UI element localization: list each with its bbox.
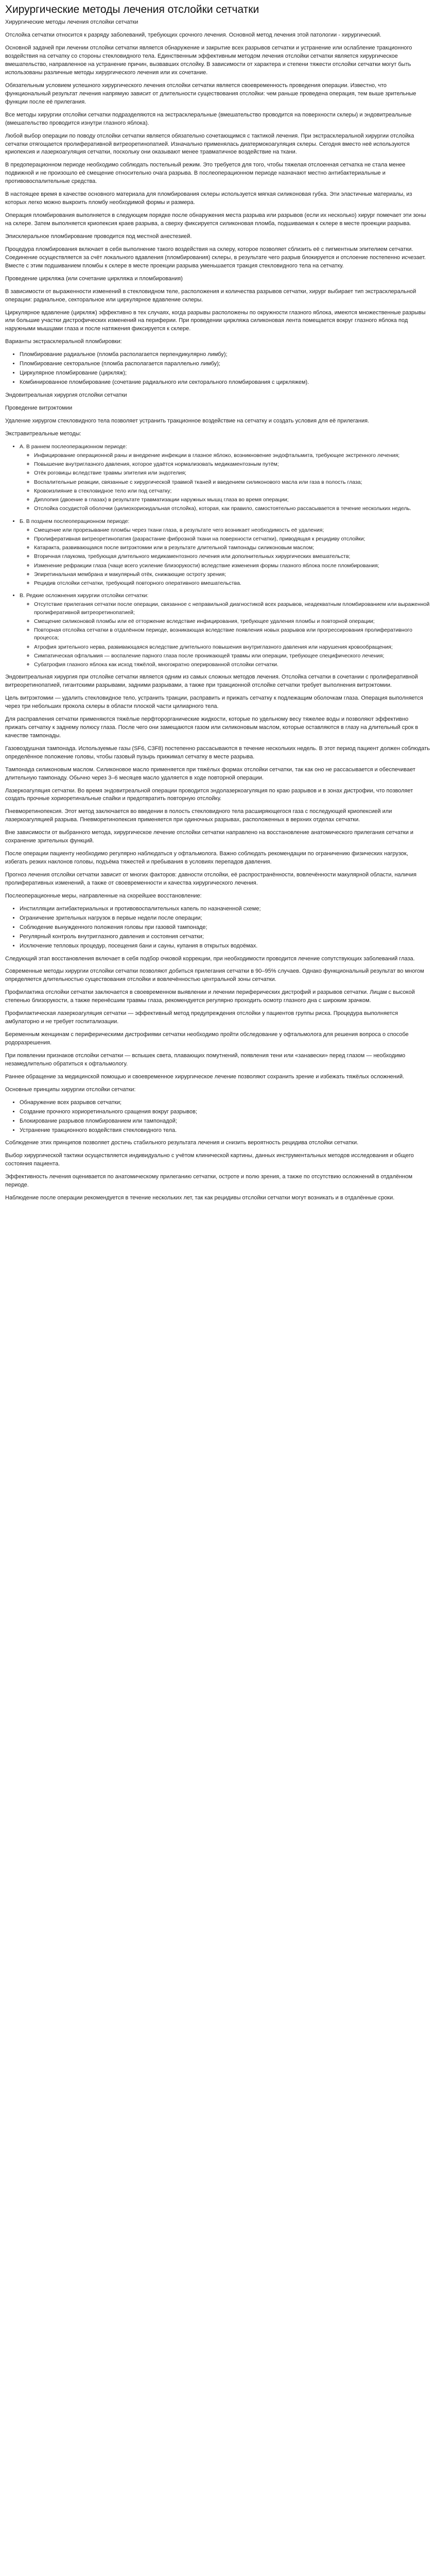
paragraph: Операция пломбирования выполняется в следующем порядке после обнаружения места разрыва или разрывов (если их несколько) хирург помечает эти зоны на склере. Затем выполняется криопексия краев разрыва, а сверху фиксируется силиконовая пломба, подшиваемая к склере в месте проекции разрыва.	[5, 212, 426, 227]
list-item: • Соблюдение вынужденного положения головы при газовой тампонаде;	[20, 924, 431, 932]
list-item: • Блокирование разрывов пломбированием или тампонадой;	[20, 1117, 431, 1126]
paragraph: Для расправления сетчатки применяются тяжёлые перфторорганические жидкости, которые по удельному весу тяжелее воды и позволяют эффективно прижать сетчатку к заднему полюсу глаза. После чего они замещаются газом или силиконовым маслом, которые оставляются в глазу на длительный срок в качестве тампонады.	[5, 716, 418, 739]
article	[0, 0, 436, 1217]
paragraph: Эписклеральное пломбирование проводится под местной анестезией.	[5, 233, 192, 240]
sublist	[34, 452, 431, 513]
paragraph: Эндовитреальная хирургия отслойки сетчатки	[5, 392, 127, 398]
list-plombing-variants	[20, 351, 431, 387]
paragraph: Основной задачей при лечении отслойки сетчатки является обнаружение и закрытие всех разрывов сетчатки и устранение или ослабление тракционного воздействия на сетчатку со стороны стекловидного тела. Единственным эффективным методом лечения отслойки сетчатки является хирургическое вмешательство, направленное на устранение причин, вызвавших отслойку. В зависимости от характера и степени тяжести отслойки сетчатки могут быть использованы различные методы хирургического лечения или их сочетание.	[5, 45, 412, 76]
list-item: ◦ Вторичная глаукома, требующая длительного медикаментозного лечения или дополнительных хирургических вмешательств;	[34, 553, 431, 561]
paragraph: Основные принципы хирургии отслойки сетчатки:	[5, 1086, 136, 1093]
paragraph: Эндовитреальная хирургия при отслойке сетчатки является одним из самых сложных методов лечения. Отслойка сетчатки в сочетании с пролиферативной витреоретинопатией, гигантскими разрывами, задними разрывами, а также при тракционной отслойке сетчатки требует выполнения витрэктомии.	[5, 674, 418, 689]
paragraph: Все методы хирургии отслойки сетчатки подразделяются на экстрасклеральные (вмешательство проводится на поверхности склеры) и эндовитреальные (вмешательство проводится изнутри глазного яблока).	[5, 111, 412, 126]
paragraph: Обязательным условием успешного хирургического лечения отслойки сетчатки является своевременность проведения операции. Известно, что функциональный результат лечения напрямую зависит от длительности существования отслойки: чем раньше проведена операция, тем выше зрительные функции после её прилегания.	[5, 82, 416, 105]
paragraph: Беременным женщинам с периферическими дистрофиями сетчатки необходимо пройти обследование у офтальмолога для решения вопроса о способе родоразрешения.	[5, 1031, 409, 1046]
paragraph: Соблюдение этих принципов позволяет достичь стабильного результата лечения и снизить вероятность рецидива отслойки сетчатки.	[5, 1140, 359, 1146]
list-item: ◦ Симпатическая офтальмия — воспаление парного глаза после проникающей травмы или операции, требующее специфического лечения;	[34, 652, 431, 660]
list-item: ◦ Воспалительные реакции, связанные с хирургической травмой тканей и введением силиконового масла или газа в полость глаза;	[34, 479, 431, 486]
list-item: ◦ Отслойка сосудистой оболочки (цилиохориоидальная отслойка), которая, как правило, самостоятельно рассасывается в течение нескольких недель.	[34, 505, 431, 513]
list-item: ◦ Пролиферативная витреоретинопатия (разрастание фиброзной ткани на поверхности сетчатки), приводящая к рецидиву отслойки;	[34, 535, 431, 543]
paragraph: Наблюдение после операции рекомендуется в течение нескольких лет, так как рецидивы отслойки сетчатки могут возникать и в отдалённые сроки.	[5, 1195, 395, 1201]
list-item: • Обнаружение всех разрывов сетчатки;	[20, 1099, 431, 1107]
paragraph: После операции пациенту необходимо регулярно наблюдаться у офтальмолога. Важно соблюдать рекомендации по ограничению физических нагрузок, избегать резких наклонов головы, подъёма тяжестей и пребывания в условиях перепадов давления.	[5, 851, 408, 866]
paragraph: В зависимости от выраженности изменений в стекловидном теле, расположения и количества разрывов сетчатки, хирург выбирает тип экстрасклеральной операции: радиальное, секторальное или циркулярное вдавление склеры.	[5, 288, 416, 303]
list-item: • Пломбирование радиальное (пломба располагается перпендикулярно лимбу);	[20, 351, 431, 359]
list-item: ◦ Изменение рефракции глаза (чаще всего усиление близорукости) вследствие изменения формы глазного яблока после пломбирования;	[34, 562, 431, 570]
paragraph: Пневморетинопексия. Этот метод заключается во введении в полость стекловидного тела расширяющегося газа с последующей криопексией или лазеркоагуляцией разрыва. Пневморетинопексия применяется при одиночных разрывах, расположенных в верхних отделах сетчатки.	[5, 808, 392, 823]
sublist	[34, 601, 431, 669]
list-item: • Инстилляции антибактериальных и противовоспалительных капель по назначенной схеме;	[20, 905, 431, 913]
postop-measures-list	[20, 905, 431, 951]
paragraph: В предоперационном периоде необходимо соблюдать постельный режим. Это требуется для того, чтобы тяжелая отслоенная сетчатка не стала менее подвижной и не произошло её смещение относительно очага разрыва. В послеоперационном периоде назначают местно антибактериальные и противовоспалительные средства.	[5, 162, 406, 185]
paragraph: Процедура пломбирования включает в себя выполнение такого воздействия на склеру, которое позволяет сблизить её с пигментным эпителием сетчатки. Соединение осуществляется за счёт локального вдавления (пломбирования) склеры, в результате чего разрыв блокируется и отслоение постепенно исчезает. Вместе с этим подшиванием пломбы к склере в месте проекции разрыва уменьшается тракция стекловидного тела на сетчатку.	[5, 246, 426, 269]
section-heading: • Б. В позднем послеоперационном периоде:	[20, 518, 431, 526]
paragraph: Прогноз лечения отслойки сетчатки зависит от многих факторов: давности отслойки, её распространённости, вовлечённости макулярной области, наличия пролиферативных изменений, а также от своевременности и качества хирургического лечения.	[5, 872, 417, 886]
page-title: Хирургические методы лечения отслойки сетчатки	[5, 4, 259, 15]
paragraph: Любой выбор операции по поводу отслойки сетчатки является обязательно сочетающимся с тактикой лечения. При экстрасклеральной хирургии отслойка сетчатки отягощается пролиферативной витреоретинопатией. Изначально применялась диатермокоагуляция склеры. Сегодня вместо неё используются криопексия и лазеркоагуляция сетчатки, поскольку они оказывают менее травматичное воздействие на ткани.	[5, 132, 414, 156]
list-item: • Циркулярное пломбирование (циркляж);	[20, 369, 431, 378]
section-heading: • В. Редкие осложнения хирургии отслойки сетчатки:	[20, 592, 431, 600]
paragraph: Выбор хирургической тактики осуществляется индивидуально с учётом клинической картины, данных инструментальных методов исследования и общего состояния пациента.	[5, 1153, 414, 1167]
complications-list	[20, 443, 431, 669]
list-item: • Пломбирование секторальное (пломба располагается параллельно лимбу);	[20, 360, 431, 368]
paragraph: Удаление хирургом стекловидного тела позволяет устранить тракционное воздействие на сетчатку и создать условия для её прилегания.	[5, 417, 370, 424]
list-item: ◦ Кровоизлияние в стекловидное тело или под сетчатку;	[34, 487, 431, 495]
paragraph: Раннее обращение за медицинской помощью и своевременное хирургическое лечение позволяют сохранить зрение и избежать тяжёлых осложнений.	[5, 1073, 405, 1080]
list-item: ◦ Повторная отслойка сетчатки в отдалённом периоде, возникающая вследствие появления новых разрывов или прогрессирования пролиферативного процесса;	[34, 626, 431, 642]
list-item: • Ограничение зрительных нагрузок в первые недели после операции;	[20, 914, 431, 923]
list-item: ◦ Смещение силиконовой пломбы или её отторжение вследствие инфицирования, требующее удаления пломбы и повторной операции;	[34, 618, 431, 625]
paragraph: Лазеркоагуляция сетчатки. Во время эндовитреальной операции проводится эндолазеркоагуляция по краю разрывов и в зонах дистрофии, что позволяет создать прочные хориоретинальные спайки и предотвратить повторную отслойку.	[5, 787, 413, 802]
list-item: ◦ Диплопия (двоение в глазах) в результате травматизации наружных мышц глаза во время операции;	[34, 496, 431, 504]
paragraph: Профилактическая лазеркоагуляция сетчатки — эффективный метод предупреждения отслойки у пациентов группы риска. Процедура выполняется амбулаторно и не требует госпитализации.	[5, 1010, 398, 1025]
subtitle: Хирургические методы лечения отслойки сетчатки	[5, 19, 138, 26]
paragraph: Проведение циркляжа (или сочетание циркляжа и пломбирования)	[5, 275, 183, 282]
paragraph: Эффективность лечения оценивается по анатомическому прилеганию сетчатки, остроте и полю зрения, а также по отсутствию осложнений в отдалённом периоде.	[5, 1174, 413, 1189]
sublist	[34, 527, 431, 588]
list-item: ◦ Катаракта, развивающаяся после витрэктомии или в результате длительной тампонады силиконовым маслом;	[34, 544, 431, 552]
paragraph: Современные методы хирургии отслойки сетчатки позволяют добиться прилегания сетчатки в 90–95% случаев. Однако функциональный результат во многом определяется длительностью существования отслойки и вовлечённостью центральной зоны сетчатки.	[5, 968, 424, 983]
paragraph: Профилактика отслойки сетчатки заключается в своевременном выявлении и лечении периферических дистрофий и разрывов сетчатки. Лицам с высокой степенью близорукости, а также перенёсшим травмы глаза, рекомендуется регулярно проходить осмотр глазного дна с широким зрачком.	[5, 989, 415, 1004]
paragraph: Послеоперационные меры, направленные на скорейшее восстановление:	[5, 892, 202, 899]
list-item: • Исключение тепловых процедур, посещения бани и сауны, купания в открытых водоёмах.	[20, 942, 431, 951]
paragraph: Следующий этап восстановления включает в себя подбор очковой коррекции, при необходимости проводится лечение сопутствующих заболеваний глаза.	[5, 955, 415, 962]
paragraph: Проведение витрэктомии	[5, 404, 73, 411]
list-item: • Регулярный контроль внутриглазного давления и состояния сетчатки;	[20, 933, 431, 941]
list-item: • Устранение тракционного воздействия стекловидного тела.	[20, 1127, 431, 1135]
list-item: ◦ Субатрофия глазного яблока как исход тяжёлой, многократно оперированной отслойки сетчатки.	[34, 661, 431, 669]
list-item: ◦ Отсутствие прилегания сетчатки после операции, связанное с неправильной диагностикой всех разрывов, неадекватным пломбированием или выраженной пролиферативной витреоретинопатией;	[34, 601, 431, 616]
list-item: ◦ Повышение внутриглазного давления, которое удаётся нормализовать медикаментозным путём;	[34, 461, 431, 468]
paragraph: При появлении признаков отслойки сетчатки — вспышек света, плавающих помутнений, появления тени или «занавески» перед глазом — необходимо незамедлительно обратиться к офтальмологу.	[5, 1052, 406, 1067]
list-item: • Комбинированное пломбирование (сочетание радиального или секторального пломбирования с циркляжем).	[20, 379, 431, 387]
paragraph: Тампонада силиконовым маслом. Силиконовое масло применяется при тяжёлых формах отслойки сетчатки, так как оно не рассасывается и обеспечивает длительную тампонаду. Обычно через 3–6 месяцев масло удаляется в ходе повторной операции.	[5, 766, 415, 781]
list-item: ◦ Атрофия зрительного нерва, развивающаяся вследствие длительного повышения внутриглазного давления или нарушения кровообращения;	[34, 643, 431, 651]
paragraph: Циркулярное вдавление (циркляж) эффективно в тех случаях, когда разрывы расположены по окружности глазного яблока, имеются множественные разрывы или большие участки дистрофических изменений на периферии. При проведении циркляжа силиконовая лента помещается вокруг глазного яблока под наружными мышцами глаза и после натяжения фиксируется к склере.	[5, 309, 426, 332]
section-heading: • А. В раннем послеоперационном периоде:	[20, 443, 431, 451]
list-item: ◦ Отёк роговицы вследствие травмы эпителия или эндотелия;	[34, 469, 431, 477]
paragraph: Экстравитреальные методы:	[5, 430, 81, 437]
list-item: ◦ Эпиретинальная мембрана и макулярный отёк, снижающие остроту зрения;	[34, 571, 431, 579]
paragraph: Отслойка сетчатки относится к разряду заболеваний, требующих срочного лечения. Основной метод лечения этой патологии - хирургический.	[5, 32, 381, 39]
paragraph: В настоящее время в качестве основного материала для пломбирования склеры используется мягкая силиконовая губка. Эти эластичные материалы, из которых легко можно выкроить пломбу необходимой формы и размера.	[5, 191, 412, 206]
principles-list	[20, 1099, 431, 1135]
paragraph: Газовоздушная тампонада. Используемые газы (SF6, C3F8) постепенно рассасываются в течение нескольких недель. В этот период пациент должен соблюдать определённое положение головы, чтобы газовый пузырь прижимал сетчатку в месте разрыва.	[5, 745, 430, 760]
paragraph: Цель витрэктомии — удалить стекловидное тело, устранить тракции, расправить и прижать сетчатку к подлежащим оболочкам глаза. Операция выполняется через три небольших прокола склеры в области плоской части цилиарного тела.	[5, 695, 423, 710]
list-item: ◦ Инфицирование операционной раны и внедрение инфекции в глазное яблоко, возникновение эндофтальмита, требующее экстренного лечения;	[34, 452, 431, 460]
list-item: ◦ Рецидив отслойки сетчатки, требующий повторного оперативного вмешательства.	[34, 580, 431, 587]
paragraph: Варианты экстрасклеральной пломбировки:	[5, 338, 122, 345]
list-item: ◦ Смещение или прорезывание пломбы через ткани глаза, в результате чего возникает необходимость её удаления;	[34, 527, 431, 534]
list-item: • Создание прочного хориоретинального сращения вокруг разрывов;	[20, 1108, 431, 1116]
paragraph: Вне зависимости от выбранного метода, хирургическое лечение отслойки сетчатки направлено на восстановление анатомического прилегания сетчатки и сохранение зрительных функций.	[5, 829, 414, 844]
